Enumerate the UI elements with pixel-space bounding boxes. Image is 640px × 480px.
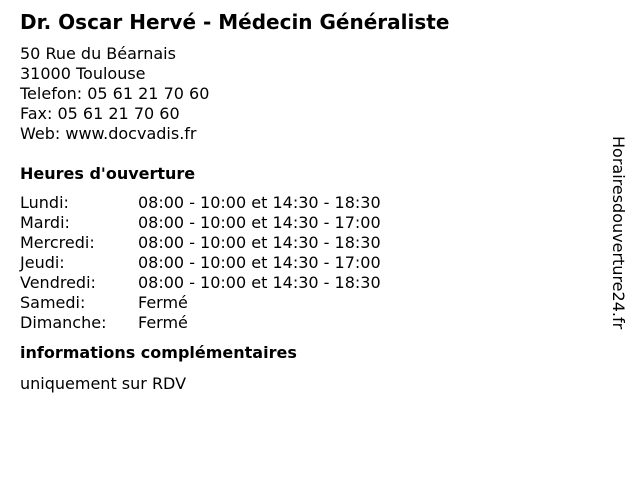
street-address: 50 Rue du Béarnais [20,44,176,63]
hours-value: Fermé [138,313,188,332]
hours-value: 08:00 - 10:00 et 14:30 - 17:00 [138,213,381,232]
hours-row-saturday [20,293,381,313]
side-brand-watermark [608,136,628,368]
doctor-card [20,8,600,394]
address-block [20,44,600,144]
hours-value: Fermé [138,293,188,312]
hours-value: 08:00 - 10:00 et 14:30 - 18:30 [138,273,381,292]
hours-value: 08:00 - 10:00 et 14:30 - 18:30 [138,193,381,212]
opening-hours-table [20,193,381,333]
page-title: Dr. Oscar Hervé - Médecin Généraliste [20,10,450,34]
additional-info-text: uniquement sur RDV [20,374,187,393]
fax-number: Fax: 05 61 21 70 60 [20,104,180,123]
website: Web: www.docvadis.fr [20,124,197,143]
day-label: Mercredi: [20,233,95,252]
hours-value: 08:00 - 10:00 et 14:30 - 17:00 [138,253,381,272]
phone-number: Telefon: 05 61 21 70 60 [20,84,210,103]
day-label: Lundi: [20,193,69,212]
day-label: Samedi: [20,293,86,312]
day-label: Dimanche: [20,313,107,332]
day-label: Mardi: [20,213,70,232]
hours-row-thursday [20,253,381,273]
additional-info-heading: informations complémentaires [20,343,297,362]
opening-hours-heading: Heures d'ouverture [20,164,196,183]
day-label: Jeudi: [20,253,65,272]
day-label: Vendredi: [20,273,96,292]
hours-row-wednesday [20,233,381,253]
hours-row-monday [20,193,381,213]
city-postcode: 31000 Toulouse [20,64,146,83]
hours-value: 08:00 - 10:00 et 14:30 - 18:30 [138,233,381,252]
hours-row-sunday [20,313,381,333]
hours-row-friday [20,273,381,293]
hours-row-tuesday [20,213,381,233]
side-brand-text: Horairesdouverture24.fr [609,136,628,330]
